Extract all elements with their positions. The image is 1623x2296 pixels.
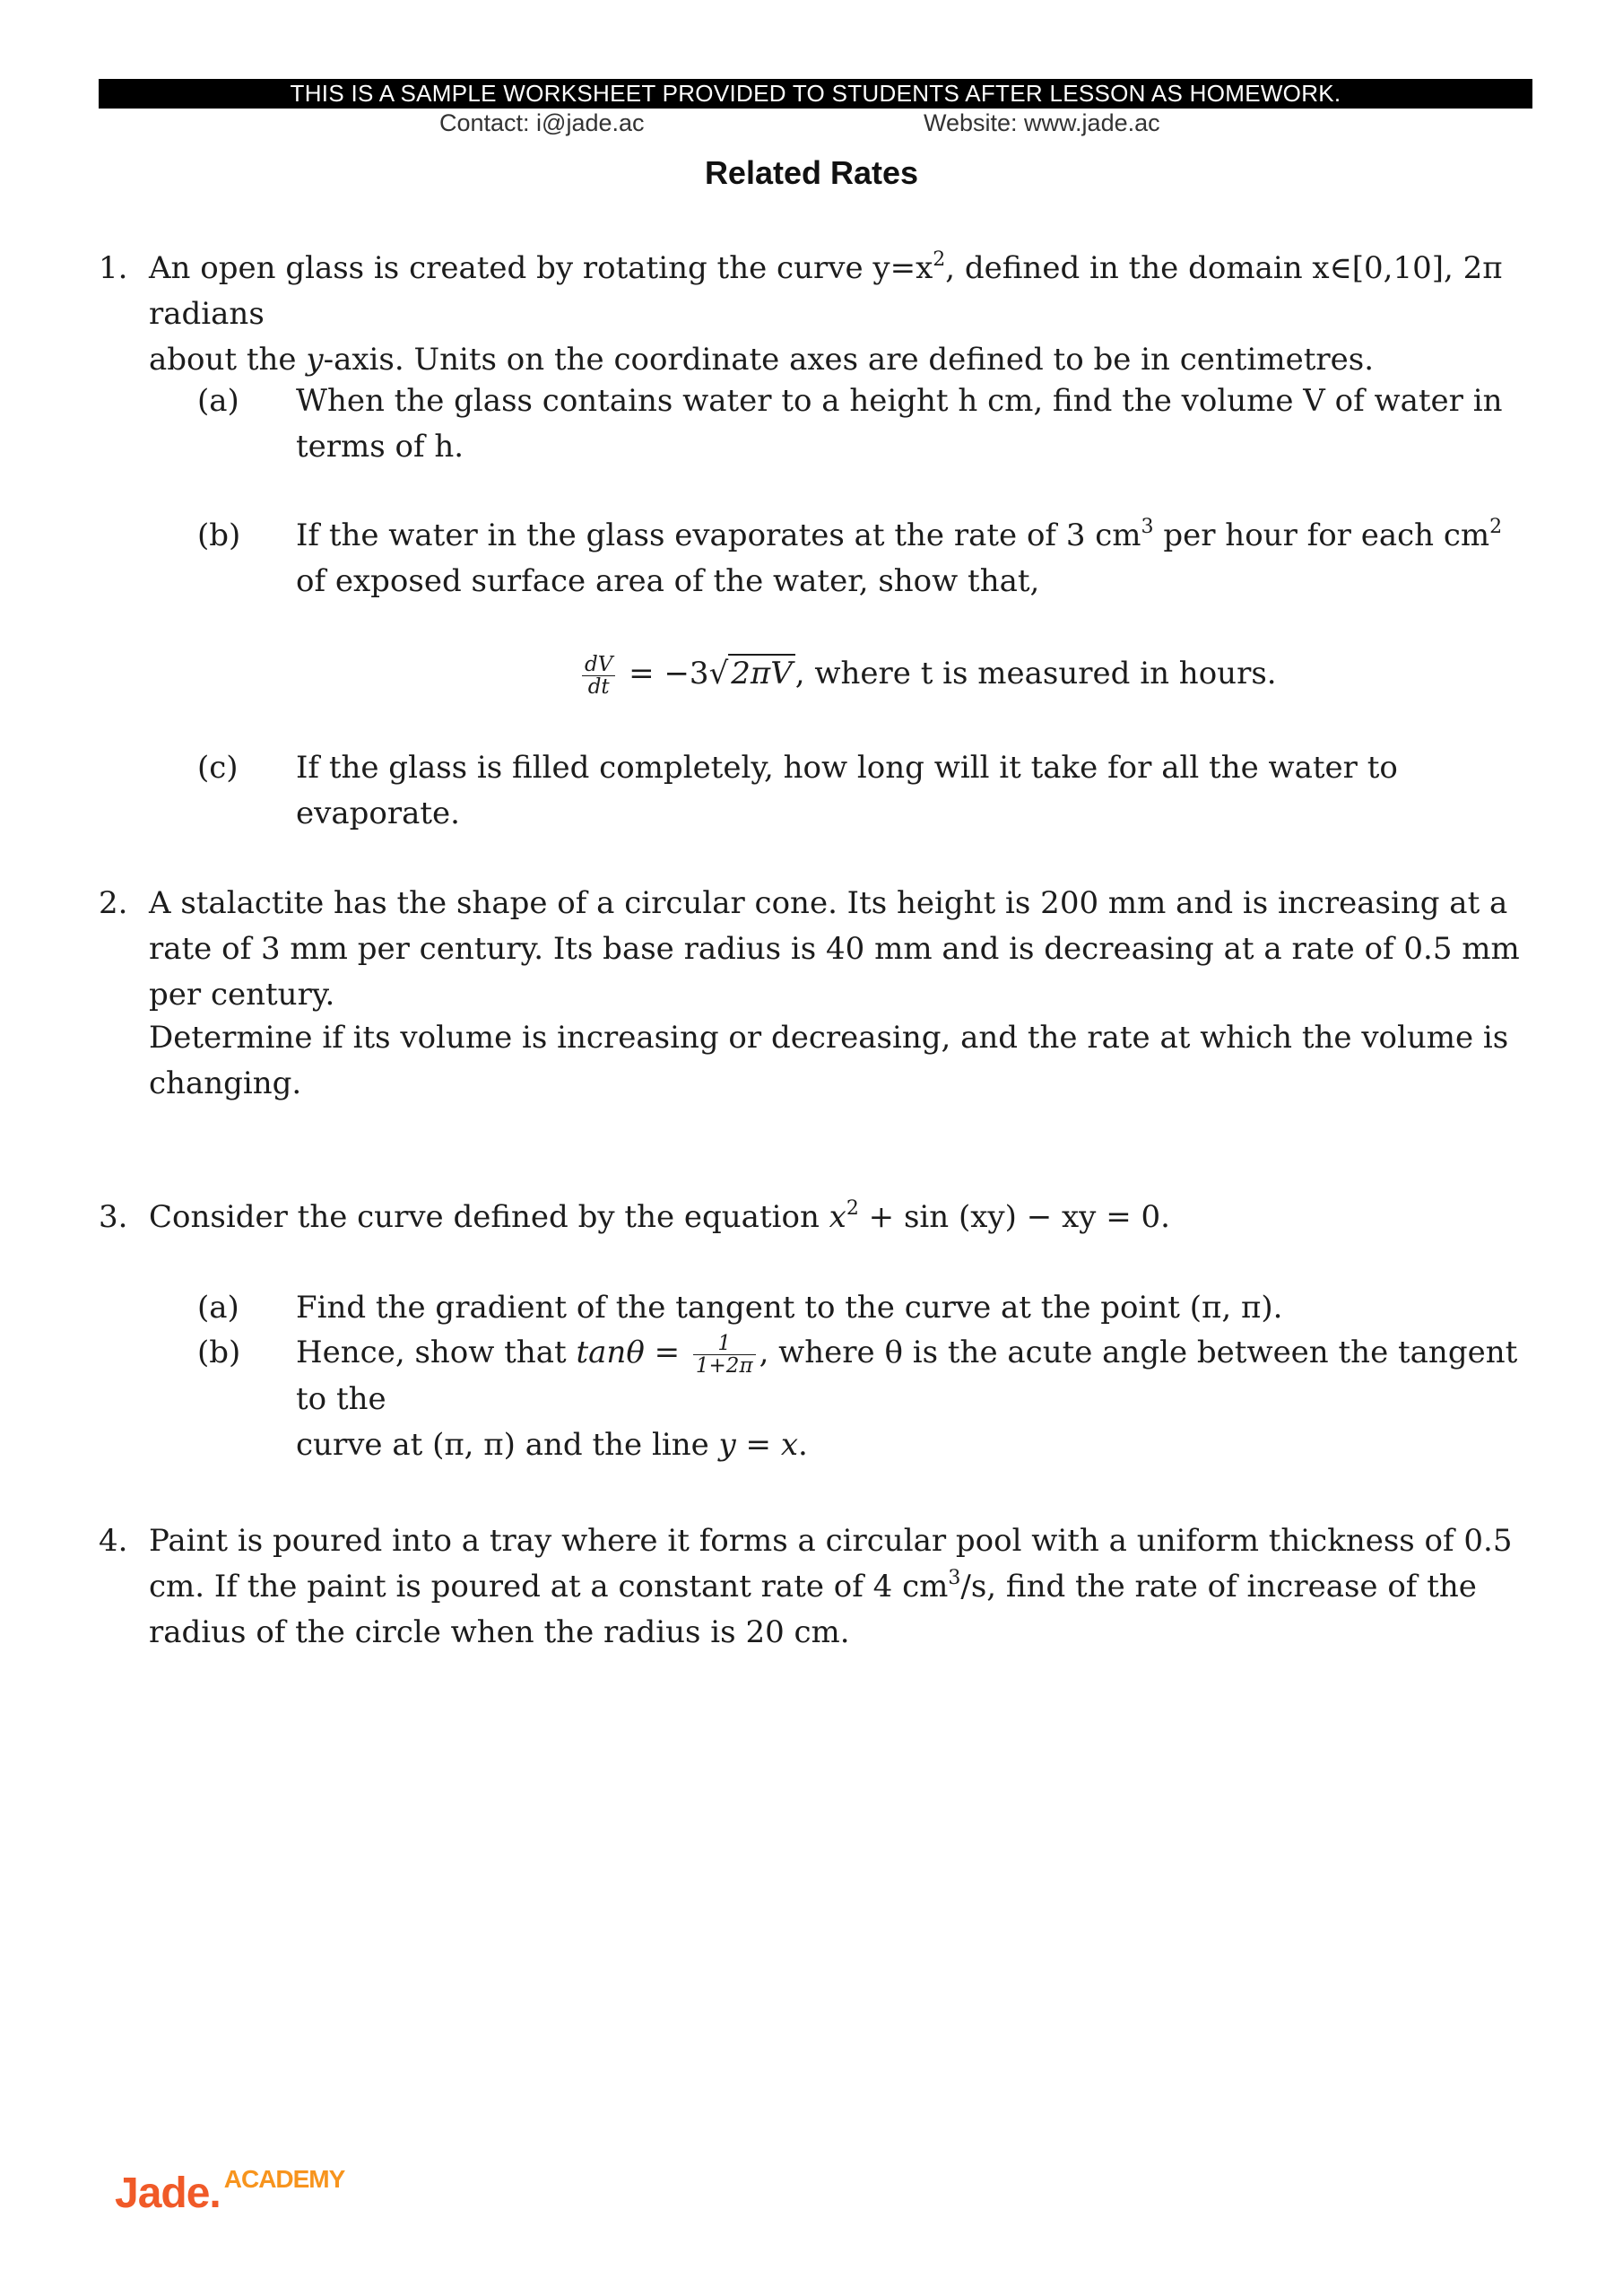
jade-academy-logo <box>115 2165 345 2218</box>
header-banner: THIS IS A SAMPLE WORKSHEET PROVIDED TO STUDENTS AFTER LESSON AS HOMEWORK. <box>99 79 1532 109</box>
question-number: 3. <box>99 1199 128 1235</box>
contact-website: Website: www.jade.ac <box>924 109 1160 136</box>
logo-wordmark: Jade. <box>115 2170 221 2217</box>
contact-row <box>99 109 1532 142</box>
part-label: (b) <box>197 1335 241 1370</box>
question-text: An open glass is created by rotating the curve $y=x^2$, defined in the domain x∈[0,10], 2π radians about the y-axis. Units on the coordinate axes are defined to be in centimetres. <box>149 248 1503 378</box>
question-number: 1. <box>99 250 128 286</box>
fraction: $\frac{1}{1+2\pi}$ <box>693 1333 756 1377</box>
square-root: √2πV <box>709 651 795 697</box>
question-number: 2. <box>99 885 128 921</box>
part-label: (a) <box>197 1290 239 1326</box>
question-text: Determine if its volume is increasing or decreasing, and the rate at which the volume is changing. <box>149 1020 1509 1101</box>
equation-dvdt: $\frac{dV}{dt}$ = −3√2πV, where t is measured in hours. <box>578 651 1475 698</box>
part-text: Find the gradient of the tangent to the curve at the point (π, π). <box>296 1290 1283 1326</box>
part-text: When the glass contains water to a height h cm, find the volume V of water in terms of h. <box>296 383 1503 465</box>
part-text: Hence, show that tanθ = $\frac{1}{1+2\pi}$ , where θ is the acute angle between the tangent to the curve at (π, π) and the line y = x. <box>296 1331 1518 1463</box>
question-number: 4. <box>99 1523 128 1559</box>
part-label: (a) <box>197 383 239 419</box>
part-text: If the glass is filled completely, how long will it take for all the water to evaporate. <box>296 750 1398 831</box>
part-label: (b) <box>197 517 241 553</box>
question-text: Consider the curve defined by the equation $x^2 + \sin (xy)$ − xy = 0. <box>149 1197 1170 1235</box>
part-label: (c) <box>197 750 239 786</box>
question-text: Paint is poured into a tray where it forms a circular pool with a uniform thickness of 0.5 cm. If the paint is poured at a constant rate of 4 $cm^3/s$, find the rate of increase of the radius of the circle when the radius is 20 cm. <box>149 1523 1513 1650</box>
contact-email: Contact: i@jade.ac <box>439 109 645 136</box>
page-title: Related Rates <box>704 154 919 191</box>
fraction: $\frac{dV}{dt}$ <box>582 654 615 698</box>
part-text: If the water in the glass evaporates at the rate of 3 $cm^3$ per hour for each $cm^2$ of exposed surface area of the water, show that, <box>296 516 1503 599</box>
question-text: A stalactite has the shape of a circular cone. Its height is 200 mm and is increasing at a rate of 3 mm per century. Its base radius is 40 mm and is decreasing at a rate of 0.5 mm per century. <box>149 885 1520 1013</box>
logo-subtitle: ACADEMY <box>223 2165 345 2193</box>
